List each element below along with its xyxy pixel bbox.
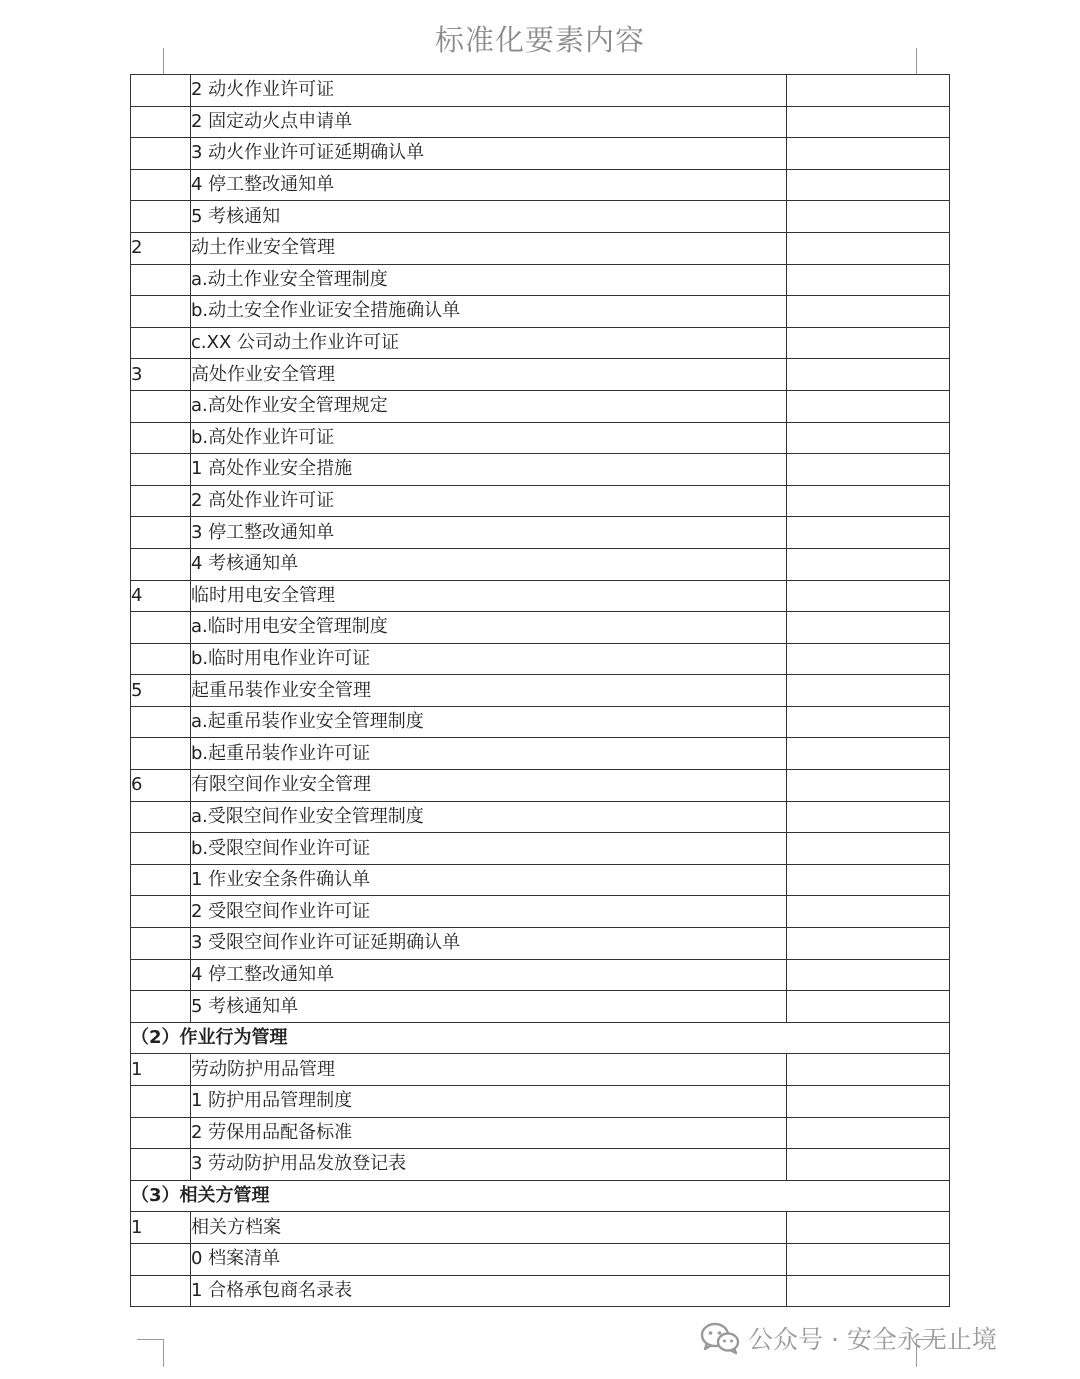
- crop-mark-bottom-left-v: [163, 1339, 164, 1367]
- row-remarks: [787, 75, 950, 107]
- row-number: [131, 169, 191, 201]
- table-section-row: [131, 1180, 950, 1212]
- row-remarks: [787, 928, 950, 960]
- table-row: [131, 612, 950, 644]
- standardization-elements-table: [130, 74, 950, 1307]
- row-number: [131, 517, 191, 549]
- row-remarks: [787, 138, 950, 170]
- table-row: [131, 232, 950, 264]
- row-content: 4 停工整改通知单: [191, 169, 787, 201]
- row-remarks: [787, 232, 950, 264]
- row-content: b.受限空间作业许可证: [191, 833, 787, 865]
- table-row: [131, 296, 950, 328]
- row-content: 5 考核通知: [191, 201, 787, 233]
- row-remarks: [787, 264, 950, 296]
- row-number: 6: [131, 770, 191, 802]
- watermark: [700, 1318, 997, 1358]
- row-remarks: [787, 485, 950, 517]
- row-remarks: [787, 359, 950, 391]
- row-content: 临时用电安全管理: [191, 580, 787, 612]
- row-content: 劳动防护用品管理: [191, 1054, 787, 1086]
- row-number: [131, 1086, 191, 1118]
- row-number: 5: [131, 675, 191, 707]
- row-content: a.起重吊装作业安全管理制度: [191, 706, 787, 738]
- row-content: 2 固定动火点申请单: [191, 106, 787, 138]
- row-number: [131, 201, 191, 233]
- row-number: [131, 738, 191, 770]
- row-number: [131, 643, 191, 675]
- row-content: 1 合格承包商名录表: [191, 1275, 787, 1307]
- row-content: 相关方档案: [191, 1212, 787, 1244]
- table-row: [131, 959, 950, 991]
- section-heading: （3）相关方管理: [131, 1180, 950, 1212]
- row-content: 3 受限空间作业许可证延期确认单: [191, 928, 787, 960]
- row-content: b.动土安全作业证安全措施确认单: [191, 296, 787, 328]
- table-row: [131, 580, 950, 612]
- row-content: 1 作业安全条件确认单: [191, 864, 787, 896]
- row-remarks: [787, 833, 950, 865]
- row-remarks: [787, 896, 950, 928]
- row-remarks: [787, 1243, 950, 1275]
- row-number: [131, 833, 191, 865]
- row-content: 3 劳动防护用品发放登记表: [191, 1149, 787, 1181]
- row-content: 2 劳保用品配备标准: [191, 1117, 787, 1149]
- row-remarks: [787, 201, 950, 233]
- table-row: [131, 1149, 950, 1181]
- wechat-icon: [700, 1321, 740, 1355]
- table-row: [131, 1086, 950, 1118]
- row-number: [131, 864, 191, 896]
- row-content: 起重吊装作业安全管理: [191, 675, 787, 707]
- table-row: [131, 643, 950, 675]
- row-content: 0 档案清单: [191, 1243, 787, 1275]
- row-number: [131, 928, 191, 960]
- row-number: [131, 706, 191, 738]
- row-content: b.临时用电作业许可证: [191, 643, 787, 675]
- table-row: [131, 485, 950, 517]
- table-row: [131, 454, 950, 486]
- row-content: a.受限空间作业安全管理制度: [191, 801, 787, 833]
- row-number: [131, 1243, 191, 1275]
- row-number: [131, 896, 191, 928]
- table-row: [131, 138, 950, 170]
- row-remarks: [787, 296, 950, 328]
- row-remarks: [787, 327, 950, 359]
- row-content: 1 防护用品管理制度: [191, 1086, 787, 1118]
- table-row: [131, 75, 950, 107]
- row-content: b.高处作业许可证: [191, 422, 787, 454]
- row-number: 1: [131, 1212, 191, 1244]
- row-remarks: [787, 738, 950, 770]
- table-row: [131, 1275, 950, 1307]
- row-remarks: [787, 517, 950, 549]
- table-row: [131, 1243, 950, 1275]
- row-remarks: [787, 991, 950, 1023]
- table-row: [131, 169, 950, 201]
- row-remarks: [787, 454, 950, 486]
- row-content: 有限空间作业安全管理: [191, 770, 787, 802]
- table-row: [131, 738, 950, 770]
- row-number: [131, 991, 191, 1023]
- table-row: [131, 1212, 950, 1244]
- row-content: 2 高处作业许可证: [191, 485, 787, 517]
- row-number: 3: [131, 359, 191, 391]
- watermark-text: 公众号 · 安全永无止境: [748, 1325, 997, 1354]
- row-number: [131, 959, 191, 991]
- row-remarks: [787, 770, 950, 802]
- section-heading: （2）作业行为管理: [131, 1022, 950, 1054]
- crop-mark-top-right: [916, 48, 917, 74]
- row-remarks: [787, 1275, 950, 1307]
- row-number: 4: [131, 580, 191, 612]
- row-content: 高处作业安全管理: [191, 359, 787, 391]
- row-remarks: [787, 169, 950, 201]
- row-number: [131, 1275, 191, 1307]
- table-row: [131, 201, 950, 233]
- row-content: a.临时用电安全管理制度: [191, 612, 787, 644]
- row-remarks: [787, 390, 950, 422]
- row-number: [131, 801, 191, 833]
- row-remarks: [787, 1117, 950, 1149]
- table-row: [131, 675, 950, 707]
- row-remarks: [787, 959, 950, 991]
- row-number: [131, 454, 191, 486]
- row-remarks: [787, 864, 950, 896]
- row-remarks: [787, 1149, 950, 1181]
- crop-mark-bottom-left-h: [137, 1339, 164, 1340]
- table-section-row: [131, 1022, 950, 1054]
- table-row: [131, 991, 950, 1023]
- row-remarks: [787, 643, 950, 675]
- row-number: [131, 390, 191, 422]
- row-number: [131, 138, 191, 170]
- row-content: 2 动火作业许可证: [191, 75, 787, 107]
- row-content: a.动土作业安全管理制度: [191, 264, 787, 296]
- row-remarks: [787, 1054, 950, 1086]
- row-content: c.XX 公司动土作业许可证: [191, 327, 787, 359]
- row-content: 1 高处作业安全措施: [191, 454, 787, 486]
- table-row: [131, 864, 950, 896]
- row-number: [131, 327, 191, 359]
- row-content: 5 考核通知单: [191, 991, 787, 1023]
- row-remarks: [787, 106, 950, 138]
- row-remarks: [787, 675, 950, 707]
- row-remarks: [787, 1086, 950, 1118]
- table-row: [131, 390, 950, 422]
- table-row: [131, 1054, 950, 1086]
- row-number: [131, 75, 191, 107]
- row-remarks: [787, 548, 950, 580]
- row-content: b.起重吊装作业许可证: [191, 738, 787, 770]
- row-number: [131, 296, 191, 328]
- table-row: [131, 770, 950, 802]
- row-number: [131, 1149, 191, 1181]
- table-row: [131, 1117, 950, 1149]
- row-content: a.高处作业安全管理规定: [191, 390, 787, 422]
- row-remarks: [787, 612, 950, 644]
- table-row: [131, 517, 950, 549]
- crop-mark-top-left: [163, 48, 164, 74]
- row-content: 3 动火作业许可证延期确认单: [191, 138, 787, 170]
- table-row: [131, 706, 950, 738]
- row-number: [131, 264, 191, 296]
- row-content: 动土作业安全管理: [191, 232, 787, 264]
- row-remarks: [787, 422, 950, 454]
- table-row: [131, 548, 950, 580]
- row-number: 2: [131, 232, 191, 264]
- row-number: [131, 422, 191, 454]
- table-row: [131, 833, 950, 865]
- table-row: [131, 106, 950, 138]
- row-remarks: [787, 706, 950, 738]
- row-remarks: [787, 580, 950, 612]
- row-content: 2 受限空间作业许可证: [191, 896, 787, 928]
- row-number: [131, 485, 191, 517]
- table-row: [131, 264, 950, 296]
- table-row: [131, 928, 950, 960]
- page-title: 标准化要素内容: [434, 23, 645, 57]
- row-remarks: [787, 801, 950, 833]
- row-number: [131, 1117, 191, 1149]
- row-number: [131, 612, 191, 644]
- table-row: [131, 422, 950, 454]
- table-row: [131, 327, 950, 359]
- row-number: [131, 106, 191, 138]
- row-content: 4 停工整改通知单: [191, 959, 787, 991]
- table-row: [131, 801, 950, 833]
- row-number: 1: [131, 1054, 191, 1086]
- row-content: 3 停工整改通知单: [191, 517, 787, 549]
- table-row: [131, 359, 950, 391]
- row-number: [131, 548, 191, 580]
- row-remarks: [787, 1212, 950, 1244]
- table-row: [131, 896, 950, 928]
- row-content: 4 考核通知单: [191, 548, 787, 580]
